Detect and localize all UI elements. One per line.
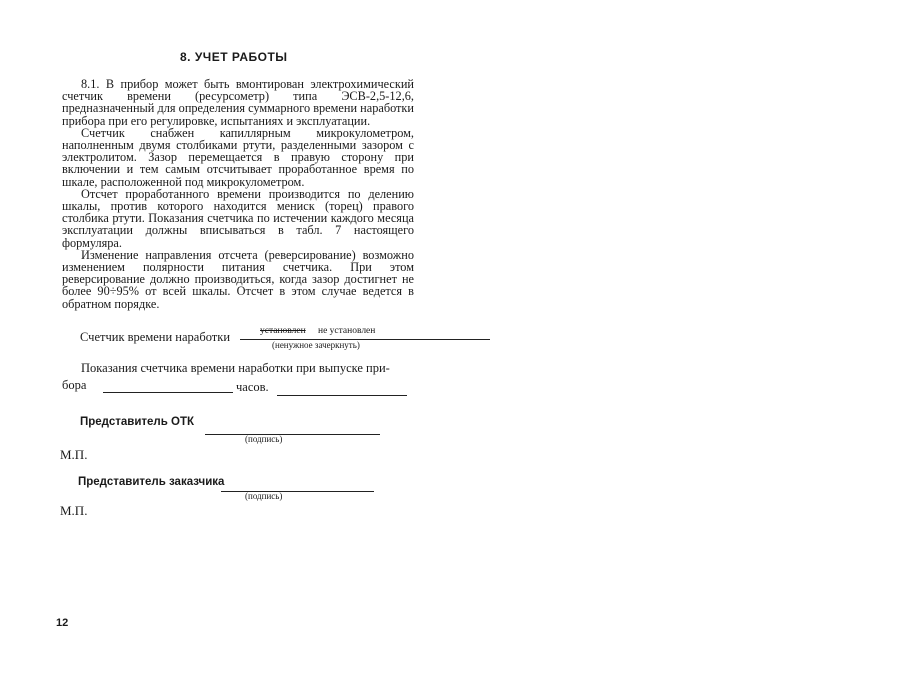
reading-extra-blank[interactable] (277, 395, 407, 396)
reading-value-blank[interactable] (103, 392, 233, 393)
customer-representative-label: Представитель заказчика (78, 476, 225, 488)
reading-field-prefix: бора (62, 378, 87, 392)
reading-field-line1: Показания счетчика времени наработки при выпуске при- (81, 361, 390, 375)
otk-signature-line[interactable] (205, 434, 380, 435)
paragraph-3: Отсчет проработанного времени производится по делению шкалы, против которого находится мениск (торец) правого столбика ртути. Показания счетчика по истечении каждого месяца эксплуатации должны вписываться в табл. 7 настоящего формуляра. (62, 186, 414, 250)
otk-signature-block (80, 416, 390, 446)
reading-field (62, 378, 422, 400)
section-title: 8. УЧЕТ РАБОТЫ (180, 50, 288, 64)
customer-signature-hint: (подпись) (245, 491, 283, 501)
counter-field-hint: (ненужное зачеркнуть) (272, 340, 360, 350)
paragraph-1: 8.1. В прибор может быть вмонтирован электрохимический счетчик времени (ресурсометр) типа ЭСВ-2,5-12,6, предназначенный для определения суммарного времени наработки прибора при его регулировке, испытаниях и эксплуатации. (62, 77, 414, 128)
customer-signature-line[interactable] (221, 491, 374, 492)
otk-stamp-placeholder: М.П. (60, 447, 88, 462)
customer-signature-block (78, 476, 388, 506)
counter-option-installed-struck: установлен (260, 326, 306, 336)
otk-signature-hint: (подпись) (245, 434, 283, 444)
paragraph-2: Счетчик снабжен капиллярным микрокулометром, наполненным двумя столбиками ртути, разделенными зазором с электролитом. Зазор перемещается в правую сторону при включении и тем самым отсчитывает проработанное время по шкале, расположенной под микрокулометром. (62, 125, 414, 189)
otk-representative-label: Представитель ОТК (80, 416, 194, 428)
counter-field (80, 326, 420, 354)
counter-option-not-installed: не установлен (318, 326, 376, 336)
page-number: 12 (56, 617, 69, 629)
section-body (62, 78, 414, 310)
reading-field-unit: часов. (236, 380, 269, 394)
paragraph-4: Изменение направления отсчета (реверсирование) возможно изменением полярности питания счетчика. При этом реверсирование должно производиться, когда зазор достигнет не более 90÷95% от всей шкалы. Отсчет в этом случае ведется в обратном порядке. (62, 247, 414, 311)
customer-stamp-placeholder: М.П. (60, 503, 88, 518)
counter-field-label: Счетчик времени наработки (80, 330, 231, 344)
